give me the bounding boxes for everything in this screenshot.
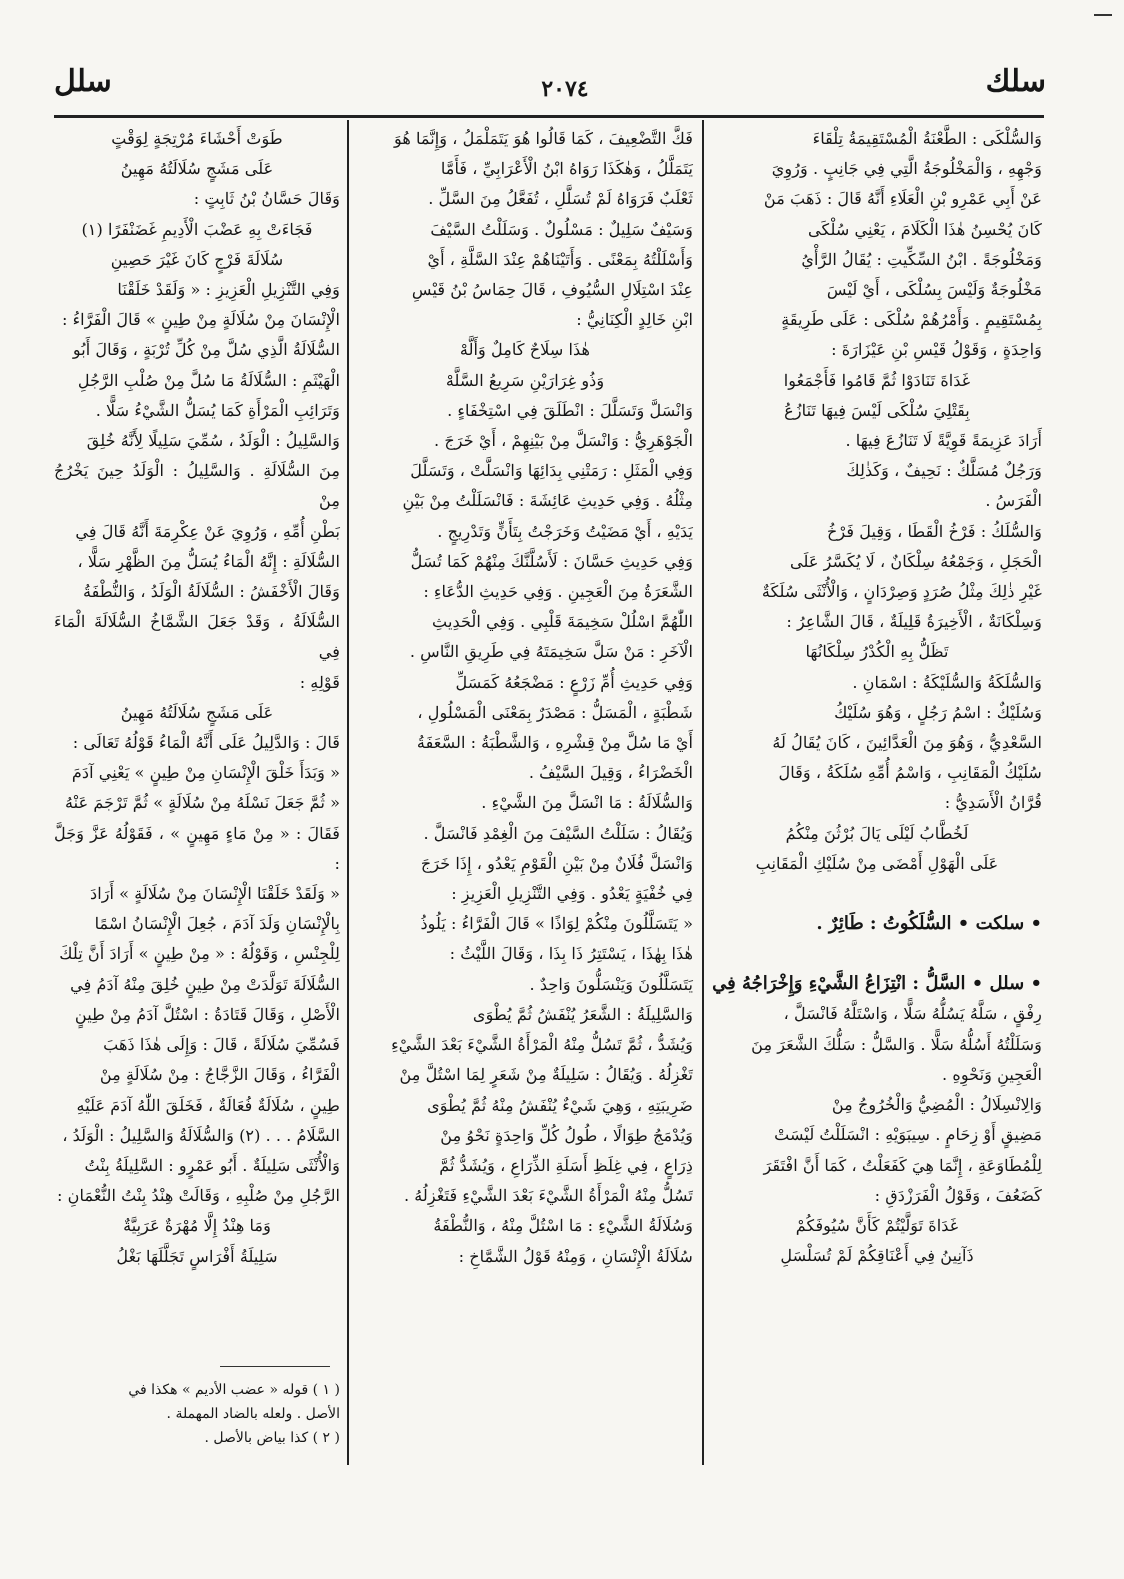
footnote-line: ( ١ ) قوله « عضب الأديم » هكذا في <box>128 1382 340 1398</box>
column-rule-right <box>702 120 704 1465</box>
text-line: وَفِي الْمَثَلِ : رَمَتْنِي بِدَائِهَا وَانْسَلَّتْ ، وَتَسَلَّلَ <box>410 461 693 481</box>
text-line: اللّٰهُمَّ اسْلُلْ سَخِيمَةَ قَلْبِي . وَفِي الْحَدِيثِ <box>432 612 693 632</box>
corner-mark <box>1094 14 1112 16</box>
spacer <box>712 939 1042 969</box>
text-line: السَّعْدِيُّ ، وَهُوَ مِنَ الْعَدَّائِينَ ، كَانَ يُقَالُ لَهُ <box>772 733 1042 753</box>
header-right-word: سلك <box>985 64 1046 99</box>
text-line: وَقَالَ الْأَخْفَشُ : السُّلَالَةُ الْوَلَدُ ، وَالنُّطْفَةُ <box>82 582 340 602</box>
text-line: وَانْسَلَّ وَتَسَلَّلَ : انْطَلَقَ فِي اسْتِخْفَاءٍ . <box>447 400 693 420</box>
text-line: قُرَّانُ الْأَسَدِيُّ : <box>944 793 1042 813</box>
text-line: السُّلَالَةُ الَّذِي سُلَّ مِنْ كُلِّ تُرْبَةٍ ، وَقَالَ أَبُو <box>72 340 340 360</box>
text-line: الْجَوْهَرِيُّ : وَانْسَلَّ مِنْ بَيْنِهِمْ ، أَيْ خَرَجَ . <box>434 431 693 451</box>
text-line: وَالْأُنْثَى سَلِيلَةٌ . أَبُو عَمْرٍو : السَّلِيلَةُ بِنْتُ <box>84 1155 340 1175</box>
text-line: هٰذَا بِهٰذَا ، يَسْتَتِرُ ذَا بِذَا ، وَقَالَ اللَّيْثُ : <box>449 944 693 964</box>
text-line: سُلَيْكُ الْمَقَانِبِ ، وَاسْمُ أُمِّهِ سُلَكَةُ ، وَقَالَ <box>778 763 1042 783</box>
text-line: يَدَيْهِ ، أَيْ مَضَيْتُ وَخَرَجْتُ بِتَأَنٍّ وَتَدْرِيجٍ . <box>437 521 693 541</box>
page-number: ٢٠٧٤ <box>541 76 589 102</box>
text-line: وَيُشَدُّ ، ثُمَّ تَسُلُّ مِنْهُ الْمَرْأَةُ الشَّيْءَ بَعْدَ الشَّيْءِ <box>391 1035 693 1055</box>
text-line: وَالسَّلِيلُ : الْوَلَدُ ، سُمِّيَ سَلِيلًا لِأَنَّهُ خُلِقَ <box>86 431 340 451</box>
text-line: ثَعْلَبٌ فَرَوَاهُ لَمْ تُسَلَّلِ ، تُفَعَّلُ مِنَ السَّلِّ . <box>428 189 693 209</box>
text-line: وَالسُّلْكَى : الطَّعْنَةُ الْمُسْتَقِيمَةُ تِلْقَاءَ <box>812 129 1042 148</box>
text-line: وَتَرَائِبِ الْمَرْأَةِ كَمَا يُسَلُّ الشَّيْءُ سَلًّا . <box>95 400 340 420</box>
text-line: الْعَجِينِ وَنَحْوِهِ . <box>942 1064 1042 1084</box>
text-line: وَجْهِهِ ، وَالْمَخْلُوجَةُ الَّتِي فِي جَانِبٍ . وَرُوِيَ <box>771 159 1042 179</box>
text-line: بَطْنِ أُمِّهِ ، وَرُوِيَ عَنْ عِكْرِمَةَ أَنَّهُ قَالَ فِي <box>75 521 340 541</box>
text-line: الْخَضْرَاءُ ، وَقِيلَ السَّيْفُ . <box>528 763 693 783</box>
text-line: وَمَخْلُوجَةً . ابْنُ السِّكِّيتِ : يُقَالُ الرَّأْيُ <box>801 249 1042 269</box>
verse-line: تَظَلُّ بِهِ الْكُدْرُ سِلْكَانُهَا <box>805 642 949 662</box>
text-line: وَفِي التَّنْزِيلِ الْعَزِيزِ : « وَلَقَدْ خَلَقْنَا <box>117 280 340 300</box>
footnotes <box>54 1378 340 1450</box>
text-line: وَرَجُلٌ مُسَلَّكٌ : نَحِيفٌ ، وَكَذٰلِكَ <box>846 461 1042 481</box>
verse-line: فَجَاءَتْ بِهِ عَضْبَ الْأَدِيمِ غَضَنْفَرًا (١) <box>81 219 313 239</box>
verse-line: ذَآنِينُ فِي أَعْنَاقِكُمْ لَمْ تُسَلْسَلِ <box>780 1246 974 1266</box>
text-line: الْفَرَسُ . <box>985 491 1042 511</box>
text-line: الشَّعَرَةُ مِنَ الْعَجِينِ . وَفِي حَدِيثِ الدُّعَاءِ : <box>423 582 693 602</box>
text-line: فَقَالَ : « مِنْ مَاءٍ مَهِينٍ » ، فَقَوْلُهُ عَزَّ وَجَلَّ : <box>54 823 340 873</box>
text-line: فَكَّ التَّضْعِيفَ ، كَمَا قَالُوا هُوَ يَتَمَلْمَلُ ، وَإِنَّمَا هُوَ <box>393 129 693 148</box>
text-line: السُّلَالَةُ ، وَقَدْ جَعَلَ الشَّمَّاخُ السُّلَالَةَ الْمَاءَ فِي <box>54 612 340 662</box>
text-line: يَتَسَلَّلُونَ وَيَنْسَلُّونَ وَاحِدٌ . <box>529 974 693 994</box>
verse-line: بِقَتْلِيَ سُلْكَى لَيْسَ فِيهَا تَنَازُعُ <box>784 400 970 420</box>
text-line: عِنْدَ اسْتِلَالِ السُّيُوفِ ، قَالَ حِمَاسُ بْنُ قَيْسِ <box>411 280 693 300</box>
text-line: « وَبَدَأَ خَلْقَ الْإِنْسَانِ مِنْ طِينٍ » يَعْنِي آدَمَ <box>71 763 340 783</box>
footnote-line: الأصل . ولعله بالضاد المهملة . <box>166 1406 340 1422</box>
text-line: « يَتَسَلَّلُونَ مِنْكُمْ لِوَاذًا » قَالَ الْفَرَّاءُ : يَلُوذُ <box>420 914 693 934</box>
text-line: ابْنِ خَالِدٍ الْكِنَانِيُّ : <box>576 310 693 330</box>
text-line: الْأَصْلِ ، وَقَالَ قَتَادَةُ : اسْتُلَّ آدَمُ مِنْ طِينٍ <box>74 1004 340 1024</box>
text-line: سُلَالَةُ الْإِنْسَانِ ، وَمِنْهُ قَوْلُ الشَّمَّاخِ : <box>458 1246 693 1266</box>
text-line: يَتَمَلَّلُ ، وَهٰكَذَا رَوَاهُ ابْنُ الْأَعْرَابِيِّ ، فَأَمَّا <box>440 159 693 179</box>
text-line: كَضَعُفَ ، وَقَوْلُ الْفَرَزْدَقِ : <box>874 1185 1042 1205</box>
text-line: وَيُقَالُ : سَلَلْتُ السَّيْفَ مِنَ الْغِمْدِ فَانْسَلَّ . <box>423 823 693 843</box>
text-line: الْفَرَّاءُ ، وَقَالَ الزَّجَّاجُ : مِنْ سُلَالَةٍ مِنْ <box>99 1065 340 1085</box>
text-line: قَوْلِهِ : <box>299 672 340 692</box>
footnote-line: ( ٢ ) كذا بياض بالأصل . <box>204 1430 340 1446</box>
text-line: مَضِيقٍ أَوْ زِحَامٍ . سِيبَوَيْهِ : انْسَلَلْتُ لَيْسَتْ <box>774 1125 1042 1145</box>
text-line: بِمُسْتَقِيمٍ . وَأَمْرُهُمْ سُلْكَى : عَلَى طَرِيقَةٍ <box>781 310 1042 330</box>
text-line: مِثْلُهُ . وَفِي حَدِيثِ عَائِشَةَ : فَانْسَلَلْتُ مِنْ بَيْنِ <box>402 491 693 511</box>
header-rule <box>54 115 1044 118</box>
text-line: مِنَ السُّلَالَةِ . وَالسَّلِيلُ : الْوَلَدُ حِينَ يَخْرُجُ مِنْ <box>54 461 340 511</box>
verse-line: عَلَى مَشَجٍ سُلَالَتُهُ مَهِينُ <box>120 702 274 722</box>
text-line: لِلْجِنْسِ ، وَقَوْلُهُ : « مِنْ طِينٍ » أَرَادَ أَنَّ تِلْكَ <box>59 944 340 964</box>
column-left <box>54 124 340 1272</box>
verse-line: عَلَى مَشَجٍ سُلَالَتُهُ مَهِينُ <box>120 159 274 179</box>
verse-line: غَدَاةَ تَنَادَوْا ثُمَّ قَامُوا فَأَجْمَعُوا <box>783 370 971 390</box>
text-line: مَخْلُوجَةٌ وَلَيْسَ بِسُلْكَى ، أَيْ لَيْسَ <box>826 280 1042 300</box>
text-line: وَسُلَيْكٌ : اسْمُ رَجُلٍ ، وَهُوَ سُلَيْكُ <box>834 702 1042 722</box>
text-line: تَسُلُّ مِنْهُ الْمَرْأَةُ الشَّيْءَ بَعْدَ الشَّيْءِ فَتَغْزِلُهُ . <box>403 1186 693 1206</box>
column-right <box>712 124 1042 1271</box>
text-line: وَقَالَ حَسَّانُ بْنُ ثَابِتٍ : <box>193 189 340 209</box>
verse-line: سَلِيلَةُ أَفْرَاسٍ تَجَلَّلَهَا بَغْلُ <box>116 1246 278 1266</box>
column-rule-left <box>347 120 349 1465</box>
text-line: وَاحِدَةٍ ، وَقَوْلُ قَيْسِ بْنِ عَيْزَارَةَ : <box>831 340 1042 360</box>
text-line: وَالسَّلِيلَةُ : الشَّعَرُ يُنْفَشُ ثُمَّ يُطْوَى <box>472 1004 693 1024</box>
verse-line: وَذُو غِرَارَيْنِ سَرِيعُ السَّلَّهْ <box>445 370 605 390</box>
text-line: ضَرِيبَتِهِ ، وَهِيَ شَيْءٌ يُنْفَشُ مِنْهُ ثُمَّ يُطْوَى <box>427 1095 693 1115</box>
text-line: تَغْزِلُهُ . وَيُقَالُ : سَلِيلَةٌ مِنْ شَعَرٍ لِمَا اسْتُلَّ مِنْ <box>399 1065 693 1085</box>
text-line: وَأَسْلَلْتُهُ بِمَعْنًى . وَأَتَيْنَاهُمْ عِنْدَ السَّلَّةِ ، أَيْ <box>427 249 693 269</box>
text-line: « وَلَقَدْ خَلَقْنَا الْإِنْسَانَ مِنْ سُلَالَةٍ » أَرَادَ <box>90 884 340 904</box>
text-line: رِفْقٍ ، سَلَّهُ يَسُلُّهُ سَلًّا ، وَاسْتَلَّهُ فَانْسَلَّ ، <box>783 1004 1042 1024</box>
text-line: شَطْبَةٍ ، الْمَسَلُّ : مَصْدَرٌ بِمَعْنَى الْمَسْلُولِ ، <box>417 702 693 722</box>
verse-line: سُلَالَةَ فَرْجٍ كَانَ غَيْرَ حَصِينِ <box>110 249 284 269</box>
verse-line: لَخُطَّابُ لَيْلَى يَالَ بُرْثُنَ مِنْكُمُ <box>785 823 969 843</box>
column-middle <box>357 124 693 1272</box>
verse-line: عَلَى الْهَوْلِ أَمْضَى مِنْ سُلَيْكِ الْمَقَانِبِ <box>755 853 999 873</box>
text-line: الْحَجَلِ ، وَجَمْعُهُ سِلْكَانٌ ، لَا يُكَسَّرُ عَلَى <box>790 551 1042 571</box>
text-line: فَسُمِّيَ سُلَالَةً ، قَالَ : وَإِلَى هٰذَا ذَهَبَ <box>103 1035 340 1055</box>
spacer <box>712 879 1042 909</box>
text-line: أَيْ مَا سُلَّ مِنْ قِشْرِهِ ، وَالشَّطْبَةُ : السَّعَفَةُ <box>416 733 693 753</box>
text-line: وَسَيْفٌ سَلِيلٌ : مَسْلُولٌ . وَسَلَلْتُ السَّيْفَ <box>430 219 693 239</box>
verse-line: وَمَا هِنْدُ إِلَّا مُهْرَةٌ عَرَبِيَّةٌ <box>123 1216 271 1236</box>
entry-heading: • سلل • السَّلُّ : انْتِزَاعُ الشَّيْءِ وَإِخْرَاجُهُ فِي <box>712 973 1042 995</box>
text-line: الرَّجُلِ مِنْ صُلْبِهِ ، وَقَالَتْ هِنْدُ بِنْتُ النُّعْمَانِ : <box>57 1186 340 1206</box>
verse-line: طَوَتْ أَحْشَاءَ مُرْتِجَةٍ لِوَقْتٍ <box>111 129 283 148</box>
text-line: السُّلَالَةِ : إِنَّهُ الْمَاءُ يُسَلُّ مِنَ الظَّهْرِ سَلًّا ، <box>77 551 340 571</box>
verse-line: غَدَاةَ تَوَلَّيْتُمْ كَأَنَّ سُيُوفَكُمْ <box>795 1215 959 1235</box>
entry-heading: • سلكت • السُّلَكُوتُ : طَائِرٌ . <box>816 913 1042 935</box>
text-line: أَرَادَ عَزِيمَةً قَوِيَّةً لَا تَنَازُعَ فِيهَا . <box>845 431 1042 451</box>
text-line: وَالسُّلَكُ : فَرْخُ الْقَطَا ، وَقِيلَ فَرْخُ <box>826 521 1042 541</box>
text-line: وَيُدْمَجُ طِوَالًا ، طُولُ كُلِّ وَاحِدَةٍ نَحْوُ مِنْ <box>440 1125 693 1145</box>
text-line: وَسُلَالَةُ الشَّيْءِ : مَا اسْتُلَّ مِنْهُ ، وَالنُّطْفَةُ <box>433 1216 693 1236</box>
text-line: قَالَ : وَالدَّلِيلُ عَلَى أَنَّهُ الْمَاءُ قَوْلُهُ تَعَالَى : <box>72 733 340 753</box>
text-line: الْإِنْسَانَ مِنْ سُلَالَةٍ مِنْ طِينٍ » قَالَ الْفَرَّاءُ : <box>61 310 340 330</box>
footnote-rule <box>220 1366 330 1367</box>
text-line: كَانَ يُحْسِنُ هٰذَا الْكَلَامَ ، يَعْنِي سُلْكَى <box>808 219 1042 239</box>
text-line: وَسَلَلْتُهُ أَسُلُّهُ سَلًّا . وَالسَّلُّ : سَلُّكَ الشَّعَرَ مِنَ <box>751 1034 1042 1054</box>
text-line: وَفِي حَدِيثِ أُمِّ زَرْعٍ : مَضْجَعُهُ كَمَسَلِّ <box>455 672 693 692</box>
text-line: وَسِلْكَانَةٌ ، الْأَخِيرَةُ قَلِيلَةٌ ، قَالَ الشَّاعِرُ : <box>786 612 1042 632</box>
text-line: الْآخَرِ : مَنْ سَلَّ سَخِيمَتَهُ فِي طَرِيقِ النَّاسِ . <box>409 642 693 662</box>
text-line: عَنْ أَبِي عَمْرِو بْنِ الْعَلَاءِ أَنَّهُ قَالَ : ذَهَبَ مَنْ <box>763 189 1042 209</box>
text-line: وَالسُّلَكَةُ وَالسُّلَيْكَةُ : اسْمَانِ . <box>852 672 1042 692</box>
header-left-word: سلل <box>54 64 112 99</box>
text-line: الْهَيْثَمِ : السُّلَالَةُ مَا سُلَّ مِنْ صُلْبِ الرَّجُلِ <box>77 370 340 390</box>
text-line: طِينٍ ، سُلَالَةٌ فُعَالَةٌ ، فَخَلَقَ اللّٰهُ آدَمَ عَلَيْهِ <box>76 1095 340 1115</box>
verse-line: هٰذَا سِلَاحٌ كَامِلٌ وَأَلَّهْ <box>459 340 591 360</box>
text-line: وَالِانْسِلَالُ : الْمُضِيُّ وَالْخُرُوجُ مِنْ <box>831 1095 1042 1115</box>
text-line: السَّلَامُ . . . (٢) وَالسُّلَالَةُ وَالسَّلِيلُ : الْوَلَدُ ، <box>62 1125 340 1145</box>
text-line: وَانْسَلَّ فُلَانٌ مِنْ بَيْنِ الْقَوْمِ يَعْدُو ، إِذَا خَرَجَ <box>420 853 693 873</box>
text-line: « ثُمَّ جَعَلَ نَسْلَهُ مِنْ سُلَالَةٍ » ثُمَّ تَرْجَمَ عَنْهُ <box>65 793 340 813</box>
text-line: ذِرَاعٍ ، فِي غِلَظِ أَسَلَةِ الذِّرَاعِ ، وَيُشَدُّ ثُمَّ <box>439 1155 693 1175</box>
text-line: بِالْإِنْسَانِ وَلَدَ آدَمَ ، جُعِلَ الْإِنْسَانُ اسْمًا <box>94 914 340 934</box>
text-line: غَيْرِ ذٰلِكَ مِثْلُ صُرَدٍ وَصِرْدَانٍ ، وَالْأُنْثَى سُلَكَةٌ <box>761 582 1042 602</box>
text-line: فِي خُفْيَةٍ يَعْدُو . وَفِي التَّنْزِيلِ الْعَزِيزِ : <box>451 884 693 904</box>
text-line: لِلْمُطَاوَعَةِ ، إِنَّمَا هِيَ كَفَعَلْتُ ، كَمَا أَنَّ افْتَقَرَ <box>763 1155 1042 1175</box>
text-line: وَفِي حَدِيثِ حَسَّانَ : لَأَسُلَّنَّكَ مِنْهُمْ كَمَا تُسَلُّ <box>410 551 693 571</box>
text-line: وَالسُّلَالَةُ : مَا انْسَلَّ مِنَ الشَّيْءِ . <box>481 793 693 813</box>
text-line: السُّلَالَةَ تَوَلَّدَتْ مِنْ طِينٍ خُلِقَ مِنْهُ آدَمُ فِي <box>70 974 340 994</box>
